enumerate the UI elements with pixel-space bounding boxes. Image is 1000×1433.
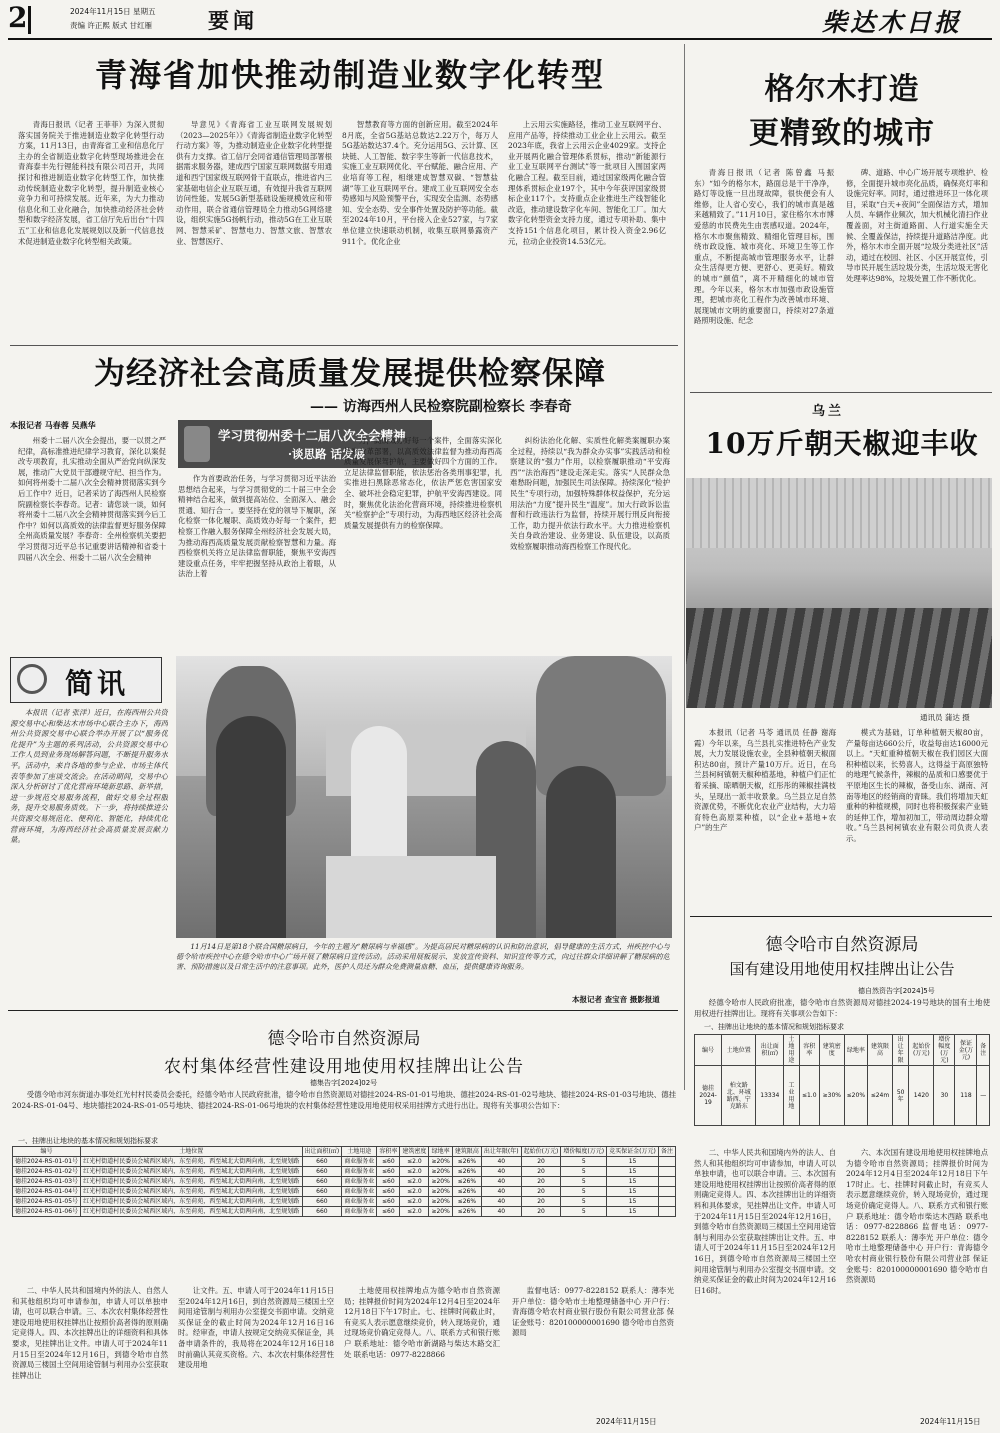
- nb-cell-4-10: 5: [561, 1197, 607, 1207]
- notice-right-col2: 六、本次国有建设用地使用权挂牌地点为德令哈市自然资源局；挂牌报价时间为2024年12月4日至2024年12月18日下午17时止。七、挂牌时间截止时，有竞买人表示愿意继续竞价，转入现场竞价，通过现场竞价确定竞得人。八、联系方式和银行账户 联系地址：德令哈市柴达木西路 联系电话：0977-8228866 监督电话：0977-8228152 联系人：薄李光 开户单位：德令哈市土地整理储备中心 开户行：青海德令哈农村商业银行股份有限公司营业部 保证金账号：820100000001690 德令哈市自然资源局: [846, 1148, 988, 1285]
- nr-cell-10: 30: [934, 1066, 955, 1126]
- nr-cell-4: ≤1.0: [799, 1066, 819, 1126]
- nb-header-cell-12: 备注: [658, 1147, 675, 1157]
- banner-emblem-icon: [184, 426, 210, 462]
- nb-cell-3-8: 40: [481, 1187, 521, 1197]
- nb-cell-4-0: 德挂2024-RS-01-05号: [13, 1197, 81, 1207]
- nb-cell-0-12: [658, 1157, 675, 1167]
- photo-woman-right: [546, 766, 616, 938]
- nb-cell-0-7: ≤26%: [452, 1157, 481, 1167]
- nb-cell-0-5: ≤2.0: [400, 1157, 429, 1167]
- notice-right-table-wrap: [694, 1034, 990, 1126]
- nb-cell-5-10: 5: [561, 1207, 607, 1217]
- header-rule: [8, 38, 992, 40]
- notice-bottom-table-row: [13, 1177, 676, 1187]
- nb-cell-2-12: [658, 1177, 675, 1187]
- nb-cell-3-10: 5: [561, 1187, 607, 1197]
- nb-header-cell-2: 出让面积(㎡): [302, 1147, 342, 1157]
- nb-cell-4-5: ≤2.0: [400, 1197, 429, 1207]
- nb-cell-3-4: ≤60: [377, 1187, 400, 1197]
- nb-header-cell-3: 土地用途: [342, 1147, 377, 1157]
- nb-cell-0-2: 660: [302, 1157, 342, 1167]
- nb-header-cell-1: 土地位置: [81, 1147, 302, 1157]
- nb-cell-1-1: 红光村街道村民委员会城西区域内，东至荷苑，西至城北大街两向南，北至规划路: [81, 1167, 302, 1177]
- nb-cell-2-0: 德挂2024-RS-01-03号: [13, 1177, 81, 1187]
- nb-cell-5-12: [658, 1207, 675, 1217]
- nb-cell-3-11: 15: [607, 1187, 659, 1197]
- nb-cell-1-5: ≤2.0: [400, 1167, 429, 1177]
- nb-cell-0-3: 商业服务业: [342, 1157, 377, 1167]
- notice-bottom-table: [12, 1146, 676, 1217]
- notice-right-docno: 德自然资告字[2024]5号: [858, 987, 935, 995]
- article3-headline: 为经济社会高质量发展提供检察保障: [94, 356, 606, 392]
- nb-cell-3-1: 红光村街道村民委员会城西区域内，东至荷苑，西至城北大街两向南，北至规划路: [81, 1187, 302, 1197]
- nr-cell-1: 柏文路北、环城路西、宁克路东: [722, 1066, 756, 1126]
- article2-col1: 青海日报讯（记者 陈曾鑫 马振东）“如今的格尔木，路面总是干干净净，路灯等设施一旦出现故障，很快便会有人维修，让人省心安心，我们的城市真是越来越精致了。”11月10日，家住格尔木市博爱慈的市民费先生由衷感叹道。2024年，格尔木市聚焦精致、精细化管理目标，围绕市政设施、城市亮化、环境卫生等工作重点，不断提高城市管理服务水平，让群众生活得更方便、更舒心、更美好。精致的城市“颜值”，离不开精细化的城市管理。今年以来，格尔木市加强市政设施管理，把城市亮化工程作为改善城市环境、展现城市文明的重要窗口，持续对27条道路照明设施、纪念: [694, 168, 834, 326]
- nb-cell-0-8: 40: [481, 1157, 521, 1167]
- article2-headline-line2: 更精致的城市: [749, 116, 935, 151]
- notice-bottom-date: 2024年11月15日: [596, 1417, 657, 1426]
- nr-cell-6: ≤20%: [844, 1066, 867, 1126]
- nb-cell-5-3: 商业服务业: [342, 1207, 377, 1217]
- article1-col2: 导意见》《青海省工业互联网发展规划（2023—2025年）》《青海省制造业数字化转型行动方案》等，为推动制造业企业数字化转型提供有力支撑。省工信厅会同省通信管理局部署根据需求服务器，建成西宁国家互联网数据专用通道和西宁国家级互联网骨干直联点，推进省内三家基础电信企业互联互通，有效提升我省互联网访问性能。发展5G新型基础设施规模效应和带动作用，联合省通信管理局全力推动5G网络建设，组织实施5G扬帆行动，推动5G在工业互联网、智慧采矿、智慧电力、智慧文旅、智慧农业、智慧医疗、: [176, 120, 332, 246]
- nb-cell-1-8: 40: [481, 1167, 521, 1177]
- nr-header-cell-7: 建筑限高: [868, 1035, 893, 1066]
- article1-col3: 智慧教育等方面的创新应用。截至2024年8月底，全省5G基站总数达2.22万个，每万人5G基站数达37.4个。充分运用5G、云计算、区块链、人工智能、数字孪生等新一代信息技术，实施工业互联网优化、平台赋能、融合应用、产业培育等工程，相继建成智慧双碳、“智慧盐湖”等工业互联网平台。建成工业互联网安全态势感知与风险预警平台，实现安全监测、态势感知、安全态势、安全事件处置及防护等功能。截至2024年10月，平台接入企业527家，与7家单位建立快速联动机制，收集互联网暴露资产911个。优化企业: [342, 120, 498, 246]
- brief-body: 本报讯（记者 张洋）近日，在海西州公共资源交易中心和柴达木市场中心联合主办下，海西州公共资源交易中心联合举办开展了以“服务优化提升”为主题的系列活动，公共资源交易中心工作人员到业务现场解答问题，不断提升服务水平。活动中，来自各地的参与企业、市场主体代表等参加了座谈交流会。在活动期间，交易中心深入分析研讨了优化营商环境新思路、新举措，进一步规范交易服务流程，做好交易全过程服务，提升交易服务质效。下一步，将持续推进公共资源交易规范化、便利化、智能化，持续优化营商环境，为海西经济社会高质量发展贡献力量。: [10, 708, 168, 845]
- article1-bottom-rule: [10, 345, 678, 346]
- nb-cell-4-11: 15: [607, 1197, 659, 1207]
- nb-header-cell-7: 建筑限高: [452, 1147, 481, 1157]
- page-number: 2: [8, 1, 28, 34]
- article2-col2: 碑、道路、中心广场开展专项维护、检修，全面提升城市亮化品质，确保亮灯率和设施完好率。同时，通过推进环卫一体化项目，采取“白天+夜间”全面保洁方式，增加人员、车辆作业频次，加大机械化清扫作业覆盖面，对主街道路面、人行道实施全天候、全覆盖保洁，持续提升道路洁净度。此外，格尔木市全面开展“垃圾分类进社区”活动，通过在校园、社区、小区开展宣传，引导市民开展生活垃圾分类，生活垃圾无害化处理率达98%，垃圾处置工作不断优化。: [846, 168, 988, 283]
- nb-cell-5-2: 660: [302, 1207, 342, 1217]
- nb-cell-4-3: 商业服务业: [342, 1197, 377, 1207]
- nr-cell-11: 118: [955, 1066, 977, 1126]
- nb-cell-2-3: 商业服务业: [342, 1177, 377, 1187]
- nr-header-cell-9: 起始价(万元): [909, 1035, 934, 1066]
- notice-bottom-col1: 二、中华人民共和国境内外的法人、自然人和其他组织均可申请参加，申请人可以单独申请，也可以联合申请。三、本次农村集体经营性建设用地使用权挂牌出让按照价高者得的原则确定竞得人。四、本次挂牌出让的详细资料和具体要求，见挂牌出让文件。申请人可于2024年11月15日至2024年12月16日，到德令哈市自然资源局三楼国土空间用途管制与利用办公室获取挂牌出让: [12, 1286, 168, 1380]
- notice-bottom-org: 德令哈市自然资源局: [267, 1029, 421, 1049]
- nr-header-cell-4: 容积率: [799, 1035, 819, 1066]
- notice-bottom-table-header: [13, 1147, 676, 1157]
- nr-header-cell-5: 建筑密度: [819, 1035, 844, 1066]
- nr-cell-5: ≥30%: [819, 1066, 844, 1126]
- nr-cell-3: 工业用地: [784, 1066, 799, 1126]
- photo-credit: 本报记者 查宝音 摄影报道: [572, 995, 660, 1004]
- notice-bottom-table-row: [13, 1187, 676, 1197]
- nr-cell-7: ≤24m: [868, 1066, 893, 1126]
- nb-header-cell-9: 起始价(万元): [521, 1147, 561, 1157]
- column-divider-right: [684, 44, 685, 1090]
- nb-cell-0-9: 20: [521, 1157, 561, 1167]
- page-number-bar: [28, 6, 31, 34]
- nb-cell-4-12: [658, 1197, 675, 1207]
- article3-col3: 力，高质效办好每一个案件，全面落实深化检察改革部署，以高质效法律监督为推动海西高质量发展保驾护航，主要做好四个方面的工作。立足法律监督职能，依法惩治各类刑事犯罪，扎实推进扫黑除恶常态化，依法严惩危害国家安全、破坏社会稳定犯罪，护航平安海西建设。同时，聚焦优化法治化营商环境，持续推进检察机关“检察护企”专项行动，为海西地区经济社会高质量发展提供有力的检察保障。: [344, 436, 502, 530]
- photo-table: [326, 856, 496, 938]
- article3-col2: 作为首要政治任务，与学习贯彻习近平法治思想结合起来，与学习贯彻党的二十届三中全会精神结合起来，做到提高站位、全面深入、融会贯通、知行合一。要坚持在党的领导下履职，深化检察一体化履职、高质效办好每一个案件，把检察工作融入服务保障全州经济社会发展大局，为推动海西高质量发展贡献检察智慧和力量。海西检察机关将立足法律监督职能，聚焦平安海西建设重点任务，牢牢把握坚持从政治上着眼，从法治上着: [178, 474, 336, 579]
- nb-cell-3-12: [658, 1187, 675, 1197]
- article1-col1: 青海日报讯（记者 王菲菲）为深入贯彻落实国务院关于推进制造业数字化转型行动方案，11月13日，由青海省工业和信息化厅主办的全省制造业数字化转型现场推进会在青海泰丰先行锂能科技有限公司召开，共同探讨和推进制造业数字化转型工作，加快推动传统制造业数字化转型，提升制造业核心竞争力和可持续发展。近年来，为大力推动信息化和工业化融合，加快推动经济社会转型和数字经济发展，省工信厅先后出台“十四五”工业和信息化发展规划以及新一代信息技术促进制造业数字化转型相关政策。: [18, 120, 164, 246]
- article4-col2: 模式为基础，订单种植朝天椒80亩，产量每亩达660公斤，收益每亩达16000元以上。“天虹重种植朝天椒在我们园区大面积种植以来，长势喜人，这得益于高原独特的地理气候条件，辣椒的品质和口感要优于平原地区生长的辣椒，备受山东、湖南、河南等地区的经销商的青睐。我们将增加天虹重种的种植规模，同时也将积极探索产业链的延伸工作，增加初加工，带动周边群众增收。”乌兰县柯柯镇农业有限公司负责人表示。: [846, 728, 988, 843]
- nb-cell-5-0: 德挂2024-RS-01-06号: [13, 1207, 81, 1217]
- nb-cell-0-4: ≤60: [377, 1157, 400, 1167]
- nb-cell-1-12: [658, 1167, 675, 1177]
- notice-bottom-col3: 土地使用权挂牌地点为德令哈市自然资源局；挂牌报价时间为2024年12月4日至2024年12月18日下午17时止。七、挂牌时间截止时，有竞买人表示愿意继续竞价，转入现场竞价，通过现场竞价确定竞得人。八、联系方式和银行账户 联系地址：德令哈市新湖路与柴达木路交汇处 联系电话：0977-8228866: [344, 1286, 500, 1359]
- nb-cell-4-7: ≤26%: [452, 1197, 481, 1207]
- editor-line: 责编 许正熙 版式 甘红雁: [70, 21, 153, 30]
- nr-cell-9: 1420: [909, 1066, 934, 1126]
- nb-cell-1-7: ≤26%: [452, 1167, 481, 1177]
- nr-header-cell-6: 绿地率: [844, 1035, 867, 1066]
- article1-col4: 上云用云实施路径，推动工业互联网平台、应用产品等，持续推动工业企业上云用云。截至2023年底，我省上云用云企业4029家。支持企业开展两化融合管理体系贯标，推动“新能源行业工业互联网平台测试”等一批项目入围国家两化融合工程。截至目前，通过国家级两化融合管理体系贯标企业197个，其中今年获评国家级贯标企业117个。支持重点企业推进生产线智能化改造，推动建设数字化车间、智能化工厂。加大数字化转型资金支持力度，通过专项补助、集中支持151个信息化项目，累计投入资金2.96亿元，拉动企业投资14.53亿元。: [508, 120, 666, 246]
- nb-cell-3-6: ≥20%: [429, 1187, 452, 1197]
- article3-byline: 本报记者 马春蓉 吴燕华: [10, 421, 96, 430]
- notice-right-title: 国有建设用地使用权挂牌出让公告: [729, 960, 955, 978]
- notice-right-table: [694, 1034, 990, 1126]
- nb-cell-2-6: ≥20%: [429, 1177, 452, 1187]
- notice-bottom-section1: 一、挂牌出让地块的基本情况和规划指标要求: [18, 1137, 158, 1145]
- nr-header-cell-8: 出让年限: [892, 1035, 909, 1066]
- article2-headline-line1: 格尔木打造: [764, 72, 920, 107]
- notice-bottom-table-row: [13, 1167, 676, 1177]
- nb-cell-1-4: ≤60: [377, 1167, 400, 1177]
- section-title: 要闻: [208, 8, 258, 33]
- nr-header-cell-12: 备注: [977, 1035, 990, 1066]
- nb-cell-0-10: 5: [561, 1157, 607, 1167]
- article3-subtitle: —— 访海西州人民检察院副检察长 李春奇: [310, 399, 572, 415]
- greenhouse-frame: [686, 478, 992, 548]
- notice-bottom-table-row: [13, 1207, 676, 1217]
- notice-bottom-table-wrap: [12, 1146, 676, 1217]
- nb-cell-0-1: 红光村街道村民委员会城西区域内，东至荷苑，西至城北大街两向南，北至规划路: [81, 1157, 302, 1167]
- photo-caption: 11月14日是第18个联合国糖尿病日，今年的主题为“糖尿病与幸福感”。为提高居民对糖尿病的认识和防治意识，倡导健康的生活方式，州疾控中心与德令哈市疾控中心在德令哈市中心广场开展了糖尿病日宣传活动。活动采用展板展示、发放宣传资料、知识宣传等方式，向过往群众详细讲解了糖尿病的危害、预防措施以及日常生活中的注意事项。此外，医护人员还为群众免费测量血糖、血压，提供健康咨询服务。: [176, 942, 670, 972]
- article4-headline: 10万斤朝天椒迎丰收: [705, 427, 979, 460]
- nr-header-cell-10: 增价幅度(万元): [934, 1035, 955, 1066]
- photo-man: [216, 716, 286, 938]
- article3-col1: 州委十二届八次全会提出，要一以贯之严纪律，高标准推进纪律学习教育，深化以案促改专项教育，扎实推动全面从严治党向纵深发展，推动广大党员干部遵规守纪、担当作为。如何将州委十二届八次全会精神贯彻落实到今后工作中？近日，记者采访了海西州人民检察院副检察长李春奇。记者：请您谈一谈，如何将州委十二届八次全会精神贯彻落实到今后工作中？如何以高质效的法律监督更好服务保障全州高质量发展？李春奇：全州检察机关要把学习贯彻习近平总书记重要讲话精神和省委十四届八次全会、州委十二届八次全会精神: [18, 436, 166, 562]
- nb-cell-2-1: 红光村街道村民委员会城西区域内，东至荷苑，西至城北大街两向南，北至规划路: [81, 1177, 302, 1187]
- article4-col1: 本报讯（记者 马苓 通讯员 任静 谢海霞）今年以来，乌兰县扎实推进特色产业发展，大力发展设施农业，全县种植朝天椒面积达80亩，预计产量10万斤。近日，在乌兰县柯柯镇朝天椒种植基地，种植户们正忙着采摘、晾晒朝天椒，红彤彤的辣椒挂满枝头，呈现出一派丰收景象。乌兰县立足自然资源优势，不断优化农业产业结构，大力培育特色高原菜种植，以“企业+基地+农户”的生产: [694, 728, 836, 833]
- nr-header-cell-11: 保证金(万元): [955, 1035, 977, 1066]
- nb-cell-2-4: ≤60: [377, 1177, 400, 1187]
- brief-title: 简讯: [65, 667, 130, 700]
- nr-header-cell-2: 出让面积(㎡): [756, 1035, 784, 1066]
- nb-cell-4-2: 660: [302, 1197, 342, 1207]
- nb-cell-3-0: 德挂2024-RS-01-04号: [13, 1187, 81, 1197]
- nr-header-cell-0: 编号: [695, 1035, 722, 1066]
- nb-cell-5-1: 红光村街道村民委员会城西区域内，东至荷苑，西至城北大街两向南，北至规划路: [81, 1207, 302, 1217]
- masthead-logo: 柴达木日报: [822, 8, 963, 37]
- nb-cell-5-8: 40: [481, 1207, 521, 1217]
- brief-header-box: [10, 657, 162, 703]
- nb-cell-1-2: 660: [302, 1167, 342, 1177]
- nb-cell-4-8: 40: [481, 1197, 521, 1207]
- nb-header-cell-10: 增价幅度(万元): [561, 1147, 607, 1157]
- notice-right-table-header: [695, 1035, 990, 1066]
- pepper-photo: [686, 478, 992, 708]
- nb-cell-2-7: ≤26%: [452, 1177, 481, 1187]
- nb-cell-4-6: ≥20%: [429, 1197, 452, 1207]
- nb-cell-1-10: 5: [561, 1167, 607, 1177]
- nb-cell-3-3: 商业服务业: [342, 1187, 377, 1197]
- article3-col4: 纠纷法治化化解、实质性化解类案履职办案全过程，持续以“我为群众办实事”实践活动和检察建议的“强力”作用，以检察履职推动“平安海西”“法治海西”建设走深走实。落实“人民群众急难愁盼问题，加强民生司法保障。持续深化“检护民生”专项行动，加强特殊群体权益保护，充分运用法治“力度”提升民生“温度”。加大行政诉讼监督和行政违法行为监督，持续开展行刑反向衔接工作，助力提升依法行政水平。大力推进检察机关自身政治建设、业务建设、队伍建设，以高质效检察履职推动海西检察工作现代化。: [510, 436, 670, 551]
- article2-headline: [692, 68, 992, 156]
- notice-right-section1: 一、挂牌出让地块的基本情况和规划指标要求: [704, 1023, 844, 1031]
- nb-cell-1-11: 15: [607, 1167, 659, 1177]
- nb-cell-3-5: ≤2.0: [400, 1187, 429, 1197]
- nb-cell-5-5: ≤2.0: [400, 1207, 429, 1217]
- nb-cell-1-6: ≥20%: [429, 1167, 452, 1177]
- nb-cell-0-0: 德挂2024-RS-01-01号: [13, 1157, 81, 1167]
- notice-bottom-col4: 监督电话：0977-8228152 联系人：薄李光 开户单位：德令哈市土地整理储备中心 开户行：青海德令哈农村商业银行股份有限公司营业部 保证金账号：820100000001690 德令哈市自然资源局: [512, 1286, 674, 1338]
- nb-header-cell-5: 建筑密度: [400, 1147, 429, 1157]
- nb-cell-5-4: ≤60: [377, 1207, 400, 1217]
- banner-title: 学习贯彻州委十二届八次全会精神: [218, 428, 406, 443]
- nb-header-cell-8: 出让年限(年): [481, 1147, 521, 1157]
- nb-header-cell-4: 容积率: [377, 1147, 400, 1157]
- nb-cell-5-9: 20: [521, 1207, 561, 1217]
- nb-cell-2-11: 15: [607, 1177, 659, 1187]
- notice-right-table-row: [695, 1066, 990, 1126]
- nb-cell-2-5: ≤2.0: [400, 1177, 429, 1187]
- nb-cell-4-1: 红光村街道村民委员会城西区域内，东至荷苑，西至城北大街两向南，北至规划路: [81, 1197, 302, 1207]
- nr-cell-12: —: [977, 1066, 990, 1126]
- event-photo: [176, 656, 672, 938]
- pepper-photo-credit: 通讯员 蒲达 摄: [920, 713, 970, 722]
- nb-cell-4-4: ≤60: [377, 1197, 400, 1207]
- notice-bottom-table-row: [13, 1197, 676, 1207]
- nb-cell-0-6: ≥20%: [429, 1157, 452, 1167]
- article2-bottom-rule: [690, 392, 992, 393]
- nr-cell-2: 13334: [756, 1066, 784, 1126]
- notice-right-top-rule: [690, 916, 992, 917]
- nb-cell-1-9: 20: [521, 1167, 561, 1177]
- date-line: 2024年11月15日 星期五: [70, 7, 156, 16]
- nb-cell-1-3: 商业服务业: [342, 1167, 377, 1177]
- nb-header-cell-6: 绿地率: [429, 1147, 452, 1157]
- nb-header-cell-0: 编号: [13, 1147, 81, 1157]
- nb-cell-1-0: 德挂2024-RS-01-02号: [13, 1167, 81, 1177]
- notice-bottom-col2: 让文件。五、申请人可于2024年11月15日至2024年12月16日，到自然资源局三楼国土空间用途管制与利用办公室提交书面申请。交纳竞买保证金的截止时间为2024年12月16日16时。经审查，申请人按规定交纳竞买保证金，具备申请条件的，我局将在2024年12月16日18时前确认其竞买资格。六、本次农村集体经营性建设用地: [178, 1286, 334, 1370]
- nb-header-cell-11: 竞买保证金(万元): [607, 1147, 659, 1157]
- notice-bottom-table-row: [13, 1157, 676, 1167]
- nb-cell-3-9: 20: [521, 1187, 561, 1197]
- notice-right-col1: 二、中华人民共和国境内外的法人、自然人和其他组织均可申请参加，申请人可以单独申请，也可以联合申请。三、本次国有建设用地使用权挂牌出让按照价高者得的原则确定竞得人。四、本次挂牌出让的详细资料和具体要求，见挂牌出让文件。申请人可于2024年11月15日至2024年12月16日，到德令哈市自然资源局三楼国土空间用途管制与利用办公室获取挂牌出让文件。五、申请人可于2024年11月15日至2024年12月16日，到德令哈市自然资源局三楼国土空间用途管制与利用办公室提交书面申请。交纳竞买保证金的截止时间为2024年12月16日16时。: [694, 1148, 836, 1295]
- nb-cell-3-2: 660: [302, 1187, 342, 1197]
- notice-right-date: 2024年11月15日: [920, 1417, 981, 1426]
- nr-header-cell-3: 土地用途: [784, 1035, 799, 1066]
- nb-cell-2-9: 20: [521, 1177, 561, 1187]
- notice-right-intro: 经德令哈市人民政府批准，德令哈市自然资源局对德挂2024-19号地块的国有土地使用权进行挂牌出让。现将有关事项公告如下：: [694, 998, 990, 1018]
- nb-cell-4-9: 20: [521, 1197, 561, 1207]
- notice-bottom-docno: 德集告字[2024]02号: [310, 1079, 378, 1087]
- nb-cell-2-10: 5: [561, 1177, 607, 1187]
- nr-cell-0: 德挂2024-19: [695, 1066, 722, 1126]
- nb-cell-3-7: ≤26%: [452, 1187, 481, 1197]
- nr-cell-8: 50年: [892, 1066, 909, 1126]
- article4-place: 乌兰: [812, 404, 845, 419]
- nb-cell-5-7: ≤26%: [452, 1207, 481, 1217]
- brief-ring-icon: [17, 664, 47, 694]
- nb-cell-2-2: 660: [302, 1177, 342, 1187]
- notice-right-org: 德令哈市自然资源局: [765, 935, 919, 955]
- nb-cell-5-6: ≥20%: [429, 1207, 452, 1217]
- nb-cell-2-8: 40: [481, 1177, 521, 1187]
- article1-headline: 青海省加快推动制造业数字化转型: [94, 56, 605, 94]
- pepper-rows: [686, 608, 992, 708]
- banner-subtitle: ·谈思路 话发展: [288, 447, 366, 461]
- notice-bottom-intro: 受德令哈市河东街道办事处红光村村民委员会委托，经德令哈市人民政府批准，德令哈市自然资源局对德挂2024-RS-01-01号地块、德挂2024-RS-01-02号地块、德挂2024-RS-01-03号地块、德挂2024-RS-01-04号、地块德挂2024-RS-01-05号地块、德挂2024-RS-01-06号地块的农村集体经营性建设用地使用权采用挂牌方式进行出让。现将有关事项公告如下：: [12, 1090, 676, 1110]
- notice-top-rule: [8, 1010, 678, 1011]
- nr-header-cell-1: 土地位置: [722, 1035, 756, 1066]
- nb-cell-0-11: 15: [607, 1157, 659, 1167]
- nb-cell-5-11: 15: [607, 1207, 659, 1217]
- notice-bottom-title: 农村集体经营性建设用地使用权挂牌出让公告: [164, 1057, 524, 1077]
